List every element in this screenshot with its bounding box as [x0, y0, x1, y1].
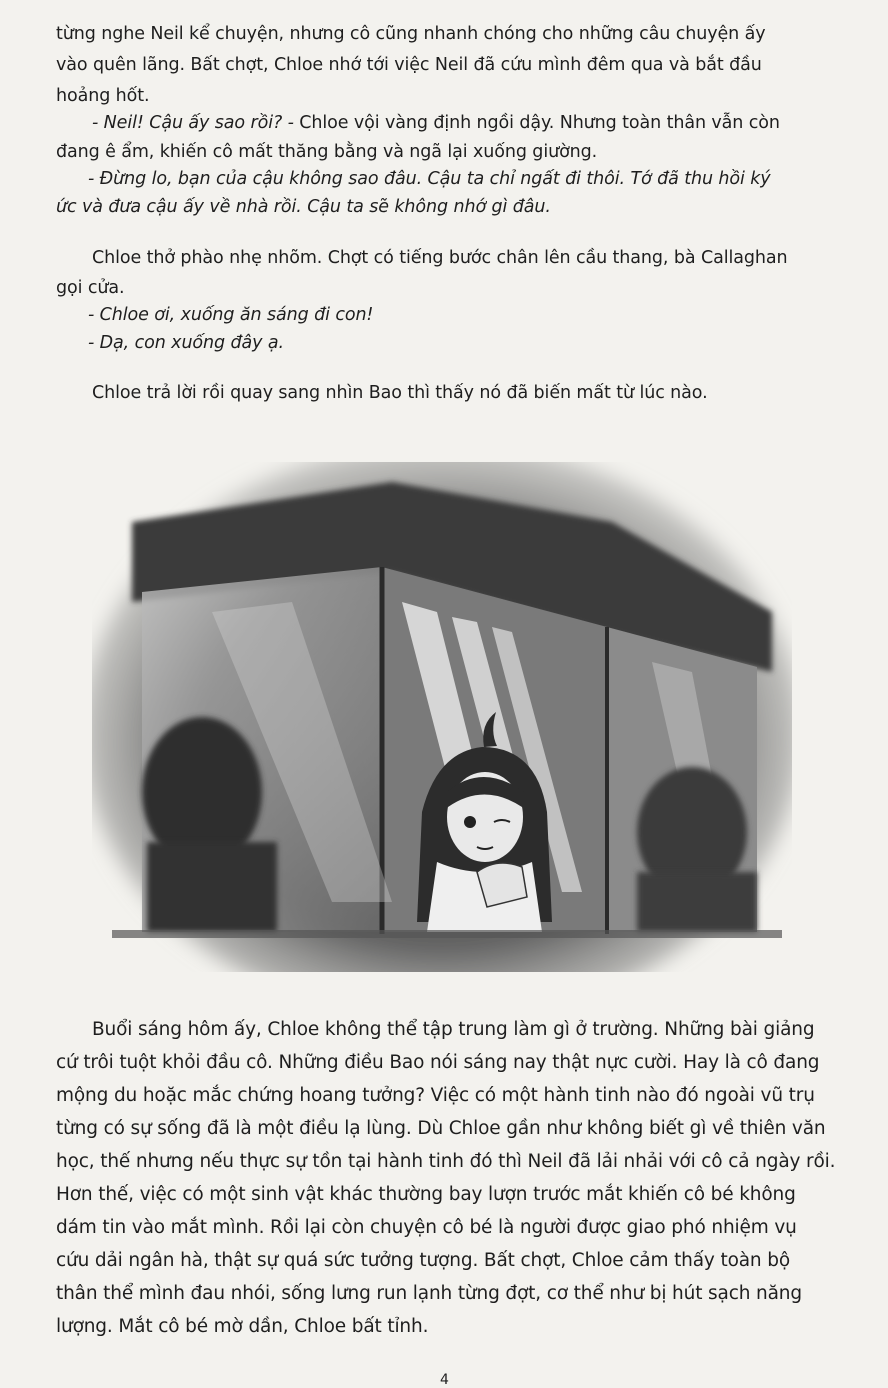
para4-line-1: Buổi sáng hôm ấy, Chloe không thể tập trung làm gì ở trường. Những bài giảng [92, 1019, 815, 1040]
dialog3: - Chloe ơi, xuống ăn sáng đi con! [88, 305, 374, 325]
para4-line-10: lượng. Mắt cô bé mờ dần, Chloe bất tỉnh. [56, 1316, 429, 1337]
dialog2-line-1: - Đừng lo, bạn của cậu không sao đâu. Cậu ta chỉ ngất đi thôi. Tớ đã thu hồi ký [88, 169, 771, 189]
para2-line-1: Chloe thở phào nhẹ nhõm. Chợt có tiếng bước chân lên cầu thang, bà Callaghan [92, 248, 788, 268]
para4-line-4: từng có sự sống đã là một điều lạ lùng. Dù Chloe gần như không biết gì về thiên văn [56, 1118, 826, 1139]
dialog1-quote: - Neil! Cậu ấy sao rồi? - [92, 113, 294, 133]
para4-line-7: dám tin vào mắt mình. Rồi lại còn chuyện cô bé là người được giao phó nhiệm vụ [56, 1217, 797, 1238]
dialog1-line-1 [92, 111, 874, 135]
para1-line-1: từng nghe Neil kể chuyện, nhưng cô cũng nhanh chóng cho những câu chuyện ấy [56, 24, 766, 44]
dialog2-line-2: ức và đưa cậu ấy về nhà rồi. Cậu ta sẽ không nhớ gì đâu. [56, 197, 551, 217]
para2-line-2: gọi cửa. [56, 278, 125, 298]
page-number: 4 [440, 1372, 449, 1388]
para4-line-9: thân thể mình đau nhói, sống lưng run lạnh từng đợt, cơ thể như bị hút sạch năng [56, 1283, 802, 1304]
dialog4: - Dạ, con xuống đây ạ. [88, 333, 284, 353]
para3: Chloe trả lời rồi quay sang nhìn Bao thì thấy nó đã biến mất từ lúc nào. [92, 383, 708, 403]
para4-line-3: mộng du hoặc mắc chứng hoang tưởng? Việc có một hành tinh nào đó ngoài vũ trụ [56, 1085, 815, 1106]
para4-line-5: học, thế nhưng nếu thực sự tồn tại hành tinh đó thì Neil đã lải nhải với cô cả ngày rồi. [56, 1151, 836, 1172]
para4-line-6: Hơn thế, việc có một sinh vật khác thường bay lượn trước mắt khiến cô bé không [56, 1184, 796, 1205]
dialog1-rest: Chloe vội vàng định ngồi dậy. Nhưng toàn thân vẫn còn [293, 113, 780, 133]
dialog1-line-2: đang ê ẩm, khiến cô mất thăng bằng và ngã lại xuống giường. [56, 142, 598, 162]
para4-line-8: cứu dải ngân hà, thật sự quá sức tưởng tượng. Bất chợt, Chloe cảm thấy toàn bộ [56, 1250, 790, 1271]
para1-line-3: hoảng hốt. [56, 86, 150, 106]
para1-line-2: vào quên lãng. Bất chợt, Chloe nhớ tới việc Neil đã cứu mình đêm qua và bắt đầu [56, 55, 762, 75]
para4-line-2: cứ trôi tuột khỏi đầu cô. Những điều Bao nói sáng nay thật nực cười. Hay là cô đang [56, 1052, 820, 1073]
illustration-girl-at-window [92, 462, 792, 972]
